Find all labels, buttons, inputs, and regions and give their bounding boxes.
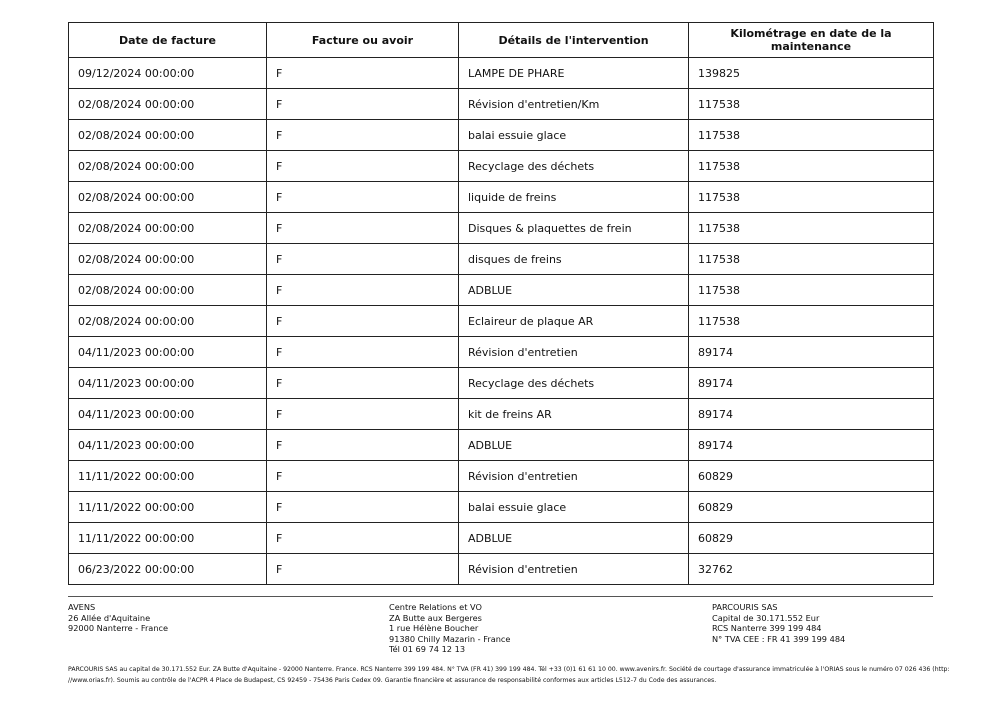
table-row	[69, 337, 934, 368]
intervention-cell: kit de freins AR	[459, 399, 689, 430]
invoice-type-cell: F	[267, 89, 459, 120]
mileage-cell: 117538	[689, 151, 934, 182]
invoice-type-cell: F	[267, 523, 459, 554]
footer-line: 26 Allée d'Aquitaine	[68, 612, 151, 623]
footer-line: Centre Relations et VO	[389, 602, 482, 612]
invoice-type-cell: F	[267, 151, 459, 182]
invoice-type-cell: F	[267, 213, 459, 244]
maintenance-table	[68, 22, 934, 585]
table-row	[69, 58, 934, 89]
invoice-date-cell: 04/11/2023 00:00:00	[69, 368, 267, 399]
invoice-date-cell: 11/11/2022 00:00:00	[69, 461, 267, 492]
invoice-date-cell: 11/11/2022 00:00:00	[69, 523, 267, 554]
maintenance-history	[68, 22, 933, 585]
intervention-cell: balai essuie glace	[459, 492, 689, 523]
mileage-cell: 117538	[689, 244, 934, 275]
invoice-date-cell: 02/08/2024 00:00:00	[69, 151, 267, 182]
table-header-row	[69, 23, 934, 58]
invoice-type-cell: F	[267, 120, 459, 151]
intervention-cell: Révision d'entretien	[459, 461, 689, 492]
footer-line: RCS Nanterre 399 199 484	[712, 623, 822, 634]
table-row	[69, 399, 934, 430]
mileage-cell: 89174	[689, 430, 934, 461]
mileage-cell: 117538	[689, 213, 934, 244]
table-row	[69, 213, 934, 244]
intervention-cell: Recyclage des déchets	[459, 368, 689, 399]
intervention-cell: Eclaireur de plaque AR	[459, 306, 689, 337]
footer-line: 1 rue Hélène Boucher	[389, 623, 479, 634]
mileage-cell: 139825	[689, 58, 934, 89]
intervention-cell: disques de freins	[459, 244, 689, 275]
invoice-date-cell: 04/11/2023 00:00:00	[69, 430, 267, 461]
mileage-cell: 117538	[689, 120, 934, 151]
invoice-date-cell: 02/08/2024 00:00:00	[69, 182, 267, 213]
invoice-type-cell: F	[267, 244, 459, 275]
intervention-cell: ADBLUE	[459, 523, 689, 554]
footer-line: N° TVA CEE : FR 41 399 199 484	[712, 633, 846, 644]
intervention-cell: liquide de freins	[459, 182, 689, 213]
header-mileage: Kilométrage en date de la maintenance	[689, 23, 934, 58]
mileage-cell: 89174	[689, 337, 934, 368]
intervention-cell: Disques & plaquettes de frein	[459, 213, 689, 244]
invoice-date-cell: 04/11/2023 00:00:00	[69, 337, 267, 368]
legal-line: PARCOURIS SAS au capital de 30.171.552 Eur. ZA Butte d'Aquitaine - 92000 Nanterre. France. RCS Nanterre 399 199 484. N° TVA (FR 41) 399 199 484. Tél +33 (0)1 61 61 10 00. www.avenirs.fr. Société de courtage d'assurance immatriculée à l'ORIAS sous le numéro 07 026 436 (http:	[68, 666, 950, 673]
mileage-cell: 117538	[689, 306, 934, 337]
mileage-cell: 89174	[689, 399, 934, 430]
mileage-cell: 60829	[689, 461, 934, 492]
table-row	[69, 89, 934, 120]
intervention-cell: ADBLUE	[459, 430, 689, 461]
intervention-cell: balai essuie glace	[459, 120, 689, 151]
table-row	[69, 306, 934, 337]
intervention-cell: ADBLUE	[459, 275, 689, 306]
invoice-type-cell: F	[267, 430, 459, 461]
invoice-type-cell: F	[267, 182, 459, 213]
table-row	[69, 244, 934, 275]
table-row	[69, 182, 934, 213]
invoice-date-cell: 02/08/2024 00:00:00	[69, 275, 267, 306]
table-row	[69, 554, 934, 585]
footer-address-centre	[389, 602, 510, 655]
invoice-type-cell: F	[267, 492, 459, 523]
mileage-cell: 89174	[689, 368, 934, 399]
intervention-cell: Révision d'entretien	[459, 554, 689, 585]
footer-line: Capital de 30.171.552 Eur	[712, 612, 820, 623]
invoice-date-cell: 02/08/2024 00:00:00	[69, 306, 267, 337]
table-row	[69, 151, 934, 182]
invoice-type-cell: F	[267, 461, 459, 492]
table-body	[69, 58, 934, 585]
mileage-cell: 117538	[689, 89, 934, 120]
invoice-type-cell: F	[267, 554, 459, 585]
invoice-date-cell: 02/08/2024 00:00:00	[69, 89, 267, 120]
footer-line: AVENS	[68, 602, 96, 612]
table-row	[69, 523, 934, 554]
table-row	[69, 492, 934, 523]
mileage-cell: 60829	[689, 523, 934, 554]
invoice-date-cell: 02/08/2024 00:00:00	[69, 213, 267, 244]
footer-line: Tél 01 69 74 12 13	[389, 644, 466, 655]
table-row	[69, 275, 934, 306]
invoice-type-cell: F	[267, 368, 459, 399]
invoice-date-cell: 04/11/2023 00:00:00	[69, 399, 267, 430]
invoice-type-cell: F	[267, 399, 459, 430]
footer-line: 92000 Nanterre - France	[68, 623, 169, 634]
mileage-cell: 60829	[689, 492, 934, 523]
invoice-date-cell: 11/11/2022 00:00:00	[69, 492, 267, 523]
intervention-cell: LAMPE DE PHARE	[459, 58, 689, 89]
footer-line: PARCOURIS SAS	[712, 602, 778, 612]
footer-line: 91380 Chilly Mazarin - France	[389, 633, 511, 644]
header-invoice-type: Facture ou avoir	[267, 23, 459, 58]
invoice-type-cell: F	[267, 58, 459, 89]
table-row	[69, 120, 934, 151]
invoice-type-cell: F	[267, 306, 459, 337]
mileage-cell: 117538	[689, 275, 934, 306]
invoice-date-cell: 06/23/2022 00:00:00	[69, 554, 267, 585]
legal-notice	[68, 664, 948, 686]
invoice-type-cell: F	[267, 275, 459, 306]
table-row	[69, 368, 934, 399]
legal-line: //www.orias.fr). Soumis au contrôle de l'ACPR 4 Place de Budapest, CS 92459 - 75436 Paris Cedex 09. Garantie financière et assurance de responsabilité conformes aux articles L512-7 du Code des assurances.	[68, 677, 717, 684]
table-row	[69, 430, 934, 461]
footer-line: ZA Butte aux Bergeres	[389, 612, 482, 623]
footer-address-avens	[68, 602, 168, 634]
footer-divider	[68, 596, 933, 597]
footer-company-info	[712, 602, 845, 644]
intervention-cell: Révision d'entretien/Km	[459, 89, 689, 120]
table-row	[69, 461, 934, 492]
invoice-date-cell: 02/08/2024 00:00:00	[69, 244, 267, 275]
header-intervention-details: Détails de l'intervention	[459, 23, 689, 58]
mileage-cell: 32762	[689, 554, 934, 585]
invoice-date-cell: 02/08/2024 00:00:00	[69, 120, 267, 151]
invoice-type-cell: F	[267, 337, 459, 368]
mileage-cell: 117538	[689, 182, 934, 213]
intervention-cell: Recyclage des déchets	[459, 151, 689, 182]
invoice-date-cell: 09/12/2024 00:00:00	[69, 58, 267, 89]
intervention-cell: Révision d'entretien	[459, 337, 689, 368]
header-invoice-date: Date de facture	[69, 23, 267, 58]
